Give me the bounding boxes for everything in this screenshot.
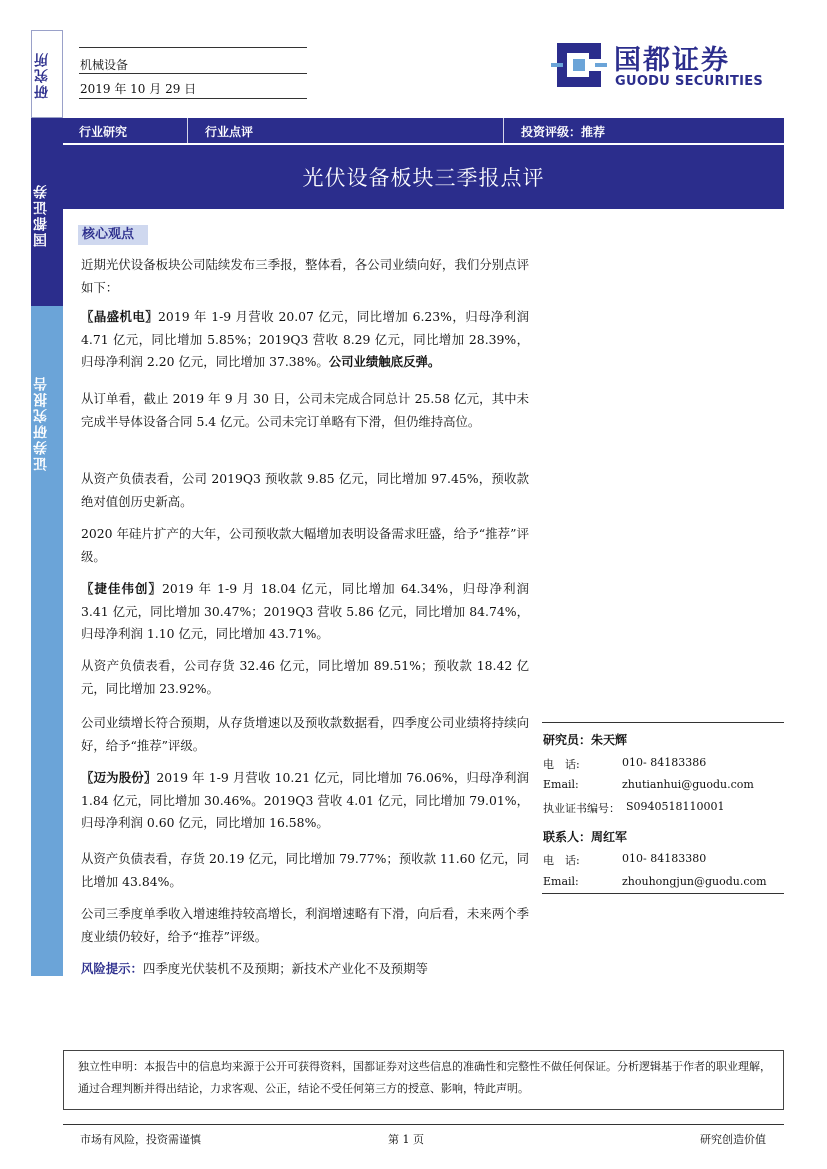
jsjd-orders-paragraph: 从订单看，截止 2019 年 9 月 30 日，公司未完成合同总计 25.58 亿元，其中未完成半导体设备合同 5.4 亿元。公司未完订单略有下滑，但仍维持高位。: [81, 391, 529, 429]
category-label: 行业研究: [79, 125, 128, 139]
mwgf-balance-paragraph: 从资产负债表看，存货 20.19 亿元，同比增加 79.77%；预收款 11.60 亿元，同比增加 43.84%。: [81, 851, 529, 889]
category-bar: [63, 118, 784, 143]
disclaimer-box: [63, 1050, 784, 1110]
contact-phone-label: 电 话:: [543, 854, 580, 867]
jsjd-rating-paragraph: 2020 年硅片扩产的大年，公司预收款大幅增加表明设备需求旺盛，给予“推荐”评级。: [81, 526, 529, 564]
intro-paragraph: 近期光伏设备板块公司陆续发布三季报，整体看，各公司业绩向好，我们分别点评如下：: [81, 257, 529, 295]
header-divider-top: [79, 47, 307, 48]
header-date: 2019 年 10 月 29 日: [80, 82, 197, 96]
risk-paragraph: [81, 958, 529, 981]
header-divider-middle: [79, 73, 307, 74]
jjwc-results-text: 2019 年 1-9 月 18.04 亿元，同比增加 64.34%，归母净利润 3.41 亿元，同比增加 30.47%；2019Q3 营收 5.86 亿元，同比增加 84.74%，归母净利润 1.10 亿元，同比增加 43.71%。: [81, 581, 529, 641]
sidebar-research-label: 研究所: [34, 51, 50, 99]
page-number: 第 1 页: [388, 1133, 424, 1146]
bar-separator: [503, 118, 504, 143]
jjwc-results-paragraph: [81, 578, 529, 646]
analyst-cert-number: S0940518110001: [626, 800, 725, 813]
jjwc-rating-paragraph: 公司业绩增长符合预期，从存货增速以及预收款数据看，四季度公司业绩将持续向好，给予“推荐”评级。: [81, 715, 529, 753]
contact-divider: [542, 722, 784, 723]
header-divider-bottom: [79, 98, 307, 99]
jsjd-highlight: 公司业绩触底反弹。: [328, 354, 441, 369]
contact-email-label: Email:: [543, 875, 579, 888]
contact-email[interactable]: zhouhongjun@guodu.com: [622, 875, 767, 888]
mwgf-results-text: 2019 年 1-9 月营收 10.21 亿元，同比增加 76.06%，归母净利润 1.84 亿元，同比增加 30.46%。2019Q3 营收 4.01 亿元，同比增加 79.01%，归母净利润 0.60 亿元，同比增加 16.58%。: [81, 770, 529, 830]
footer-divider: [63, 1124, 784, 1125]
sidebar-brand-block: [31, 118, 63, 306]
guodu-logo-icon: [551, 37, 607, 93]
analyst-email-label: Email:: [543, 778, 579, 791]
investment-rating-label: 投资评级：推荐: [521, 125, 606, 139]
analyst-heading: 研究员：朱天辉: [543, 733, 628, 747]
company-name-jjwc: 〖捷佳伟创〗: [81, 581, 162, 596]
disclaimer-text: 独立性申明：本报告中的信息均来源于公开可获得资料，国都证券对这些信息的准确性和完整性不做任何保证。分析逻辑基于作者的职业理解，通过合理判断并得出结论，力求客观、公正，结论不受任何第三方的授意、影响，特此声明。: [78, 1060, 771, 1095]
sidebar-report-block: [31, 306, 63, 976]
analyst-phone: 010- 84183386: [622, 756, 707, 769]
jsjd-results-paragraph: [81, 306, 529, 374]
sidebar-brand-label: 国都证券: [33, 183, 49, 247]
footer-slogan: 研究创造价值: [700, 1133, 766, 1146]
sidebar-research-block: [31, 30, 63, 118]
analyst-email[interactable]: zhutianhui@guodu.com: [622, 778, 754, 791]
company-name-mwgf: 〖迈为股份〗: [81, 770, 157, 785]
contact-phone: 010- 84183380: [622, 852, 707, 865]
company-name-jsjd: 〖晶盛机电〗: [81, 309, 159, 324]
logo-name-en: GUODU SECURITIES: [615, 74, 764, 89]
report-type-label: 行业点评: [205, 125, 254, 139]
header-sector: 机械设备: [80, 58, 129, 72]
mwgf-rating-paragraph: 公司三季度单季收入增速维持较高增长，利润增速略有下滑，向后看，未来两个季度业绩仍较好，给予“推荐”评级。: [81, 906, 529, 944]
title-banner: [63, 143, 784, 209]
section-label: 核心观点: [78, 225, 148, 245]
sidebar-report-label: 证券研究报告: [33, 375, 49, 471]
risk-label: 风险提示：: [81, 961, 143, 976]
risk-text: 四季度光伏装机不及预期；新技术产业化不及预期等: [142, 961, 428, 976]
footer-risk-note: 市场有风险，投资需谨慎: [80, 1133, 201, 1146]
analyst-cert-label: 执业证书编号：: [543, 802, 620, 815]
contact-divider-bottom: [542, 893, 784, 894]
contact-heading: 联系人：周红军: [543, 830, 628, 844]
jjwc-balance-paragraph: 从资产负债表看，公司存货 32.46 亿元，同比增加 89.51%；预收款 18.42 亿元，同比增加 23.92%。: [81, 658, 529, 696]
logo-name-cn: 国都证券: [614, 45, 730, 76]
jsjd-results-text: 2019 年 1-9 月营收 20.07 亿元，同比增加 6.23%，归母净利润 4.71 亿元，同比增加 5.85%；2019Q3 营收 8.29 亿元，同比增加 28.39%，归母净利润 2.20 亿元，同比增加 37.38%。: [81, 309, 529, 369]
bar-separator: [187, 118, 188, 143]
analyst-phone-label: 电 话:: [543, 758, 580, 771]
jsjd-balance-paragraph: 从资产负债表看，公司 2019Q3 预收款 9.85 亿元，同比增加 97.45%，预收款绝对值创历史新高。: [81, 471, 529, 509]
mwgf-results-paragraph: [81, 767, 529, 835]
page-title: 光伏设备板块三季报点评: [302, 166, 545, 190]
